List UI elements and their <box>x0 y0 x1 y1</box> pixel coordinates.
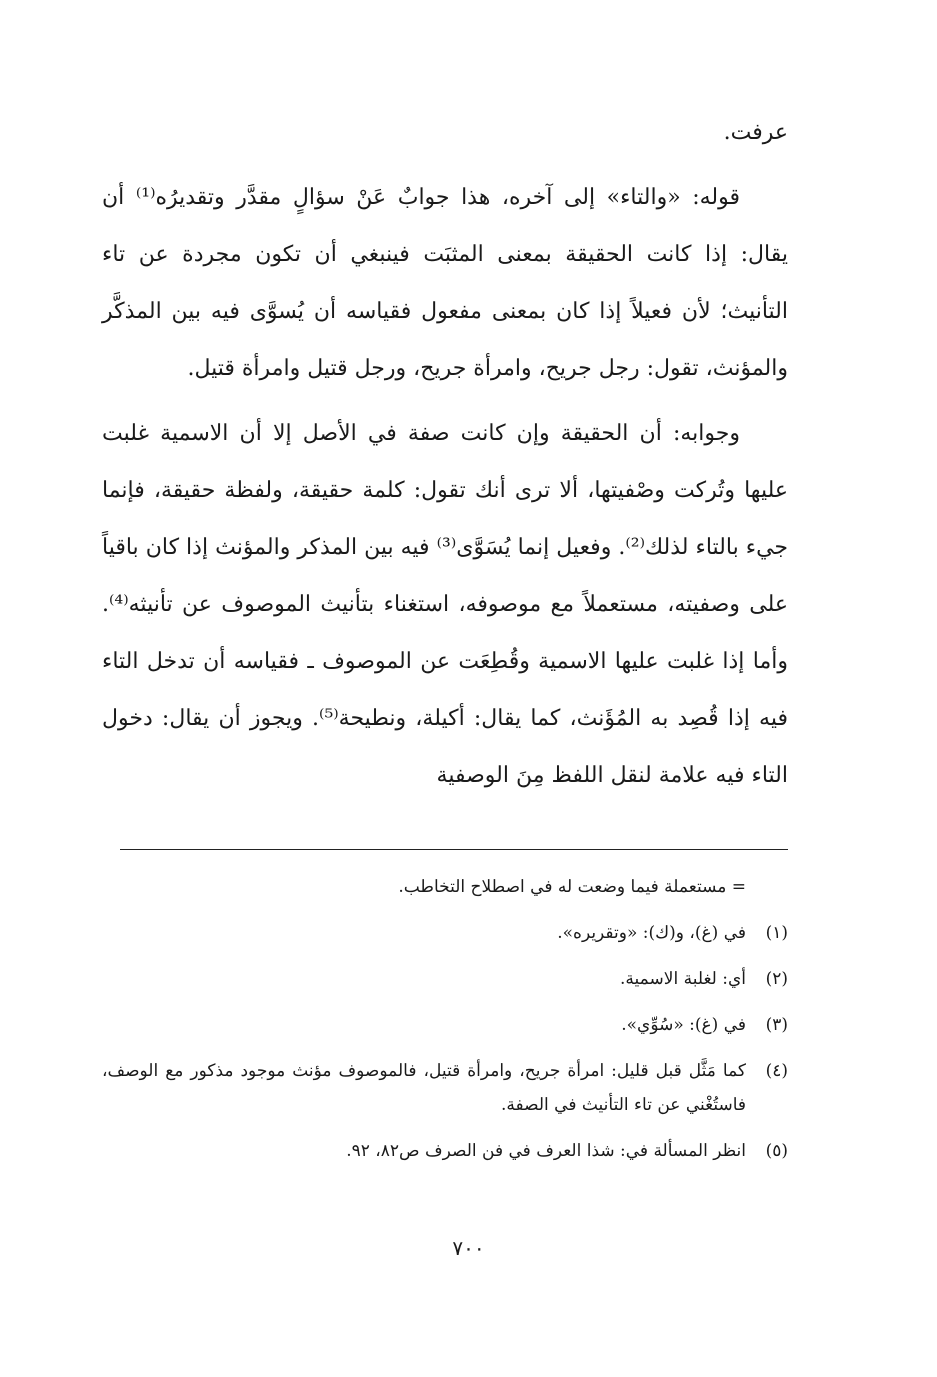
footnote-text: انظر المسألة في: شذا العرف في فن الصرف ص٨٢، ٩٢. <box>346 1141 746 1161</box>
footnote-number: (٥) <box>765 1141 788 1161</box>
footnote-4 <box>102 1054 788 1122</box>
footnote-number: (١) <box>765 923 788 943</box>
footnote-number: (٢) <box>765 969 788 989</box>
footnote-text: في (غ): «سُوِّي». <box>621 1015 746 1035</box>
footnote-1 <box>102 916 788 950</box>
paragraph-1: عرفت. <box>723 120 788 145</box>
footnote-text: أي: لغلبة الاسمية. <box>620 969 746 989</box>
footnote-3 <box>102 1008 788 1042</box>
footnote-text: كما مَثَّل قبل قليل: امرأة جريح، وامرأة قتيل، فالموصوف مؤنث موجود مذكور مع الوصف، فاستُغْني عن تاء التأنيث في الصفة. <box>102 1061 746 1115</box>
page-number: ٧٠٠ <box>452 1236 485 1260</box>
footnote-divider <box>120 849 788 850</box>
footnote-continuation-text: = مستعملة فيما وضعت له في اصطلاح التخاطب. <box>398 877 746 897</box>
main-text <box>102 104 788 804</box>
footnote-2 <box>102 962 788 996</box>
footnote-continuation <box>102 870 788 904</box>
footnote-5 <box>102 1134 788 1168</box>
paragraph-3: وجوابه: أن الحقيقة وإن كانت صفة في الأصل إلا أن الاسمية غلبت عليها وتُركت وصْفيتها، ألا ترى أنك تقول: كلمة حقيقة، ولفظة حقيقة، فإنما جيء بالتاء لذلك⁽²⁾. وفعيل إنما يُسَوَّى⁽³⁾ فيه بين المذكر والمؤنث إذا كان باقياً على وصفيته، مستعملاً مع موصوفه، استغناء بتأنيث الموصوف عن تأنيثه⁽⁴⁾. وأما إذا غلبت عليها الاسمية وقُطِعَت عن الموصوف ـ فقياسه أن تدخل التاء فيه إذا قُصِد به المُؤَنث، كما يقال: أكيلة، ونطيحة⁽⁵⁾. ويجوز أن يقال: دخول التاء فيه علامة لنقل اللفظ مِنَ الوصفية <box>102 421 788 788</box>
footnote-number: (٣) <box>765 1015 788 1035</box>
footnotes <box>102 870 788 1180</box>
footnote-number: (٤) <box>765 1061 788 1081</box>
paragraph-2: قوله: «والتاء» إلى آخره، هذا جوابٌ عَنْ سؤالٍ مقدَّر وتقديرُه⁽¹⁾ أن يقال: إذا كانت الحقيقة بمعنى المثبَت فينبغي أن تكون مجردة عن تاء التأنيث؛ لأن فعيلاً إذا كان بمعنى مفعول فقياسه أن يُسوَّى فيه بين المذكَّر والمؤنث، تقول: رجل جريح، وامرأة جريح، ورجل قتيل وامرأة قتيل. <box>102 185 788 381</box>
footnote-text: في (غ)، و(ك): «وتقريره». <box>557 923 746 943</box>
